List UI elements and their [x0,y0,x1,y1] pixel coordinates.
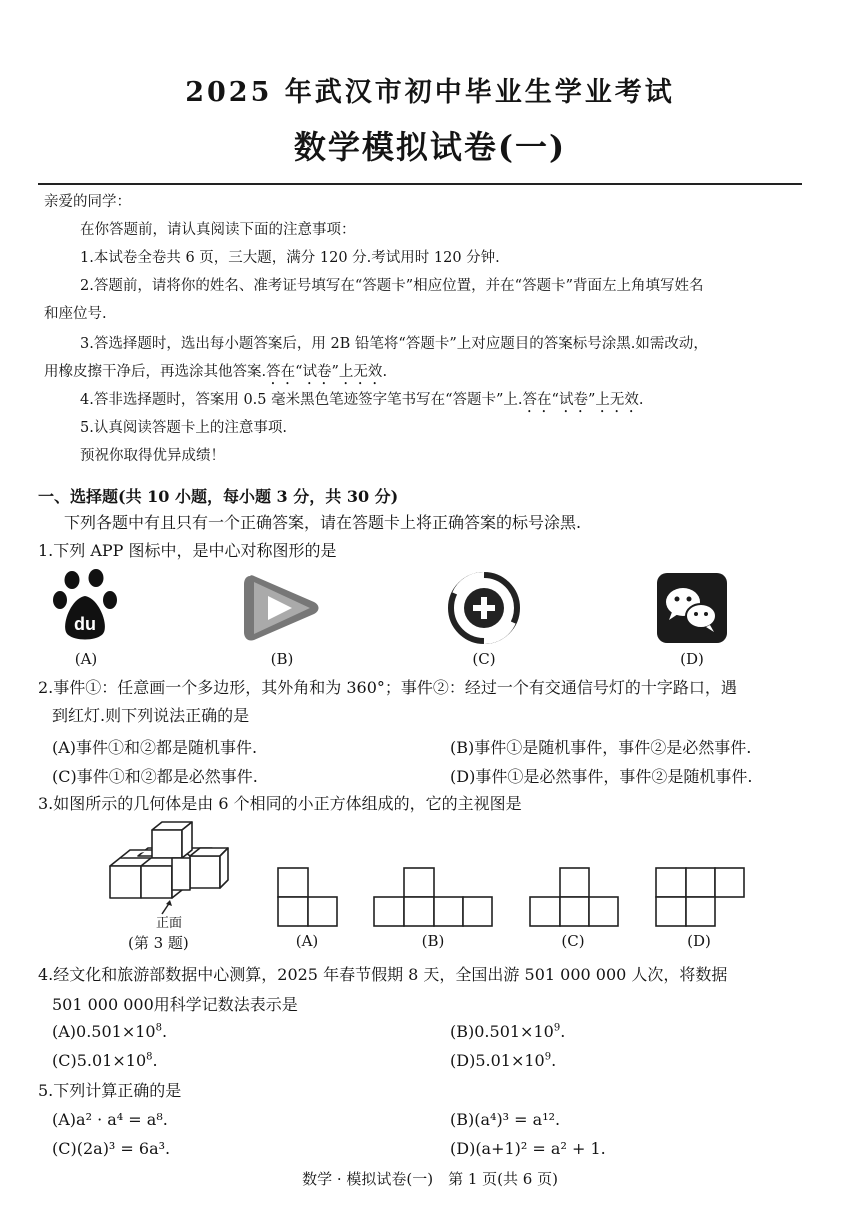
q1-stem: 1.下列 APP 图标中，是中心对称图形的是 [38,541,337,560]
q3-figure-label: (第 3 题) [128,934,189,952]
notice-item-3-emphasis: 答在“试卷”上无效 [266,364,383,380]
notice-greeting: 亲爱的同学： [44,194,131,210]
q4-option-d-end: . [551,1051,557,1070]
q4-stem-line-1: 4.经文化和旅游部数据中心测算，2025 年春节假期 8 天，全国出游 501 000 000 人次，将数据 [38,965,728,984]
q4-option-b-end: . [560,1022,566,1041]
q5-option-c: (C)(2a)³ = 6a³. [52,1139,171,1158]
q3-view-d [654,866,746,928]
q4-option-c [52,1051,158,1070]
q4-option-d-exp: 9 [544,1051,552,1063]
q2-stem-line-1: 2.事件①：任意画一个多边形，其外角和为 360°；事件②：经过一个有交通信号灯的十字路口，遇 [38,678,737,697]
notice-item-3-line-1: 3.答选择题时，选出每小题答案后，用 2B 铅笔将“答题卡”上对应题目的答案标号涂黑.如需改动， [80,336,708,352]
notice-item-1: 1.本试卷全卷共 6 页，三大题，满分 120 分.考试用时 120 分钟. [80,250,500,266]
video-play-icon [242,572,324,644]
q4-stem-line-2: 501 000 000用科学记数法表示是 [52,995,298,1014]
q3-label-c: (C) [561,932,585,950]
q4-option-d [450,1051,556,1070]
q5-option-d: (D)(a+1)² = a² + 1. [450,1139,606,1158]
notice-item-4-emphasis: 答在“试卷”上无效 [522,392,639,408]
q4-option-b-text: (B)0.501×10 [450,1022,554,1041]
q2-option-b: (B)事件①是随机事件，事件②是必然事件. [450,738,752,757]
notice-intro: 在你答题前，请认真阅读下面的注意事项： [80,222,356,238]
q4-option-c-exp: 8 [146,1051,153,1063]
q4-option-a-text: (A)0.501×10 [52,1022,156,1041]
q1-label-c: (C) [472,650,496,668]
section-1-instruction: 下列各题中有且只有一个正确答案，请在答题卡上将正确答案的标号涂黑. [64,513,582,532]
q3-label-d: (D) [687,932,711,950]
q4-option-b-exp: 9 [553,1022,561,1034]
exam-subtitle: 数学模拟试卷(一) [293,128,567,166]
q2-option-a: (A)事件①和②都是随机事件. [52,738,258,757]
notice-item-4 [80,390,643,416]
chat-bubbles-icon [656,572,728,644]
paw-icon-text: du [74,614,96,634]
q2-option-d: (D)事件①是必然事件，事件②是随机事件. [450,767,753,786]
notice-item-4-end: . [638,392,644,408]
q5-option-b: (B)(a⁴)³ = a¹². [450,1110,561,1129]
q4-option-d-text: (D)5.01×10 [450,1051,545,1070]
page-footer: 数学 · 模拟试卷(一) 第 1 页(共 6 页) [302,1170,558,1188]
notice-item-4-text: 4.答非选择题时，答案用 0.5 毫米黑色笔迹签字笔书写在“答题卡”上. [80,392,523,408]
q1-label-d: (D) [680,650,704,668]
q3-view-a [276,866,338,928]
q5-stem: 5.下列计算正确的是 [38,1081,182,1100]
q2-option-c: (C)事件①和②都是必然事件. [52,767,258,786]
notice-item-2-line-1: 2.答题前，请将你的姓名、准考证号填写在“答题卡”相应位置，并在“答题卡”背面左上角填写姓名 [80,278,704,294]
header-divider [38,183,802,185]
q3-front-label: 正面 [156,916,183,931]
q3-view-b [372,866,494,928]
notice-item-3-text: 用橡皮擦干净后，再选涂其他答案. [44,364,267,380]
q3-label-a: (A) [295,932,319,950]
notice-item-3-line-2 [44,362,387,388]
q4-option-a [52,1022,167,1041]
q5-option-a: (A)a² · a⁴ = a⁸. [52,1110,168,1129]
notice-item-2-line-2: 和座位号. [44,306,107,322]
q4-option-c-text: (C)5.01×10 [52,1051,147,1070]
section-1-heading: 一、选择题(共 10 小题，每小题 3 分，共 30 分) [38,487,399,506]
q1-label-b: (B) [270,650,294,668]
notice-item-5: 5.认真阅读答题卡上的注意事项. [80,420,287,436]
q4-option-c-end: . [152,1051,158,1070]
paw-du-icon [52,570,128,646]
q3-view-c [528,866,620,928]
q3-label-b: (B) [421,932,445,950]
q2-stem-line-2: 到红灯.则下列说法正确的是 [52,706,250,725]
q1-label-a: (A) [74,650,98,668]
q4-option-b [450,1022,565,1041]
notice-item-3-end: . [382,364,388,380]
plus-circle-icon [448,572,520,644]
q4-option-a-exp: 8 [155,1022,162,1034]
q4-option-a-end: . [161,1022,168,1041]
notice-wish: 预祝你取得优异成绩！ [80,448,225,464]
q3-stem: 3.如图所示的几何体是由 6 个相同的小正方体组成的，它的主视图是 [38,794,522,813]
cube-solid-figure [104,818,234,918]
exam-title: 2025 年武汉市初中毕业生学业考试 [185,77,675,108]
